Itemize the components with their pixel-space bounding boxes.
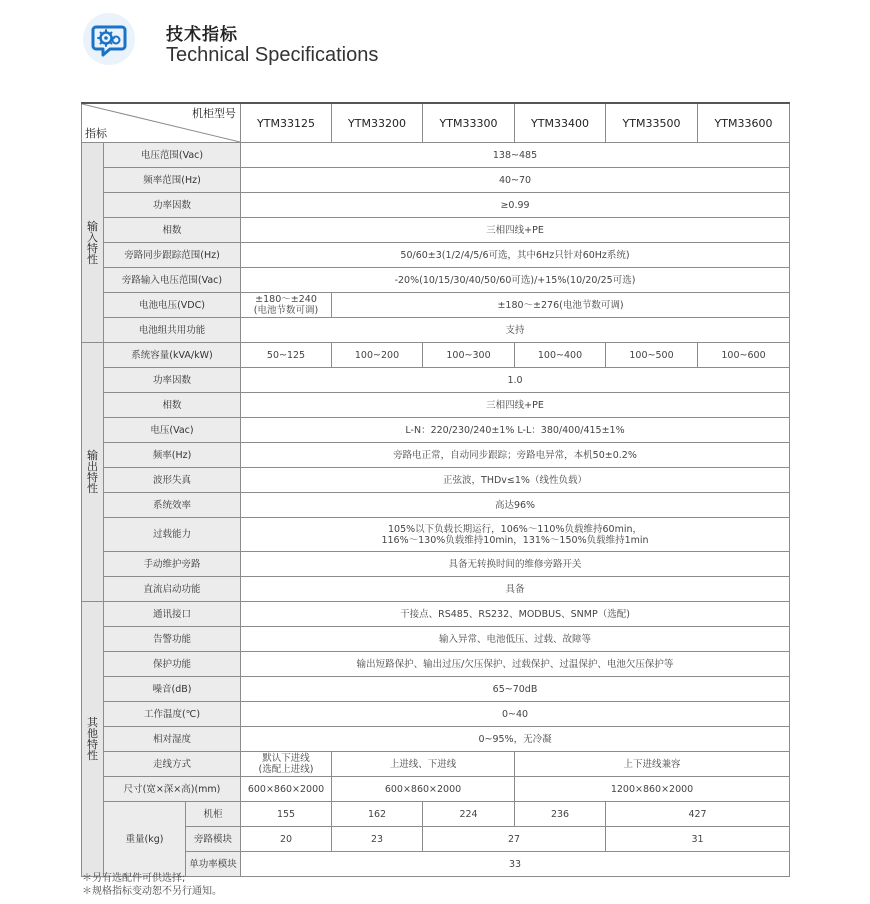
row-value: 50~125: [241, 343, 332, 368]
row-value: 20: [241, 827, 332, 852]
sub-label: 单功率模块: [186, 852, 241, 877]
spec-table: [81, 102, 790, 877]
table-row: [82, 802, 790, 827]
row-label: 相对湿度: [104, 727, 241, 752]
row-value: 138~485: [241, 143, 790, 168]
value-line: (选配上进线): [258, 764, 314, 775]
row-label: 走线方式: [104, 752, 241, 777]
row-label: 过载能力: [104, 518, 241, 552]
row-label: 波形失真: [104, 468, 241, 493]
corner-cell: [82, 103, 241, 143]
row-value: 高达96%: [241, 493, 790, 518]
corner-indicator-label: 指标: [85, 127, 107, 140]
table-row: [82, 143, 790, 168]
value-line: 116%～130%负载维持10min，131%～150%负载维持1min: [381, 534, 649, 546]
row-value: 干接点、RS485、RS232、MODBUS、SNMP（选配): [241, 602, 790, 627]
row-label: 功率因数: [104, 368, 241, 393]
row-label-weight: 重量(kg): [104, 802, 186, 877]
row-value: 0~95%，无冷凝: [241, 727, 790, 752]
table-row: [82, 243, 790, 268]
row-value: 输出短路保护、输出过压/欠压保护、过载保护、过温保护、电池欠压保护等: [241, 652, 790, 677]
table-row: [82, 602, 790, 627]
model-header: YTM33200: [332, 103, 423, 143]
table-row: [82, 218, 790, 243]
row-label: 保护功能: [104, 652, 241, 677]
table-row: [82, 702, 790, 727]
row-value: ≥0.99: [241, 193, 790, 218]
row-value: 输入异常、电池低压、过载、故障等: [241, 627, 790, 652]
row-value: -20%(10/15/30/40/50/60可选)/+15%(10/20/25可选): [241, 268, 790, 293]
row-label: 旁路输入电压范围(Vac): [104, 268, 241, 293]
row-value: 100~200: [332, 343, 423, 368]
row-value: 正弦波，THDv≤1%（线性负载）: [241, 468, 790, 493]
group-input: 输 入 特 性: [82, 143, 104, 343]
page-subtitle: Technical Specifications: [166, 44, 379, 66]
row-value: 100~400: [515, 343, 606, 368]
row-value: 具备无转换时间的维修旁路开关: [241, 552, 790, 577]
row-value: 100~500: [606, 343, 698, 368]
row-value: L-N：220/230/240±1% L-L：380/400/415±1%: [241, 418, 790, 443]
settings-chat-icon: [82, 12, 136, 66]
value-line: 默认下进线: [262, 753, 310, 764]
model-header: YTM33125: [241, 103, 332, 143]
footnote: ＊规格指标变动恕不另行通知。: [82, 886, 222, 897]
row-label: 电压范围(Vac): [104, 143, 241, 168]
row-value: 236: [515, 802, 606, 827]
table-row: [82, 393, 790, 418]
row-value: 162: [332, 802, 423, 827]
footnote: ＊另有选配件可供选择;: [82, 873, 186, 884]
row-label: 手动维护旁路: [104, 552, 241, 577]
row-value: 支持: [241, 318, 790, 343]
sub-label: 旁路模块: [186, 827, 241, 852]
row-value: 100~300: [423, 343, 515, 368]
header-row: [82, 103, 790, 143]
row-value: 600×860×2000: [332, 777, 515, 802]
row-label: 相数: [104, 393, 241, 418]
value-line: (电池节数可调): [253, 305, 319, 316]
table-row: [82, 727, 790, 752]
table-row: [82, 677, 790, 702]
row-value: 27: [423, 827, 606, 852]
model-header: YTM33500: [606, 103, 698, 143]
table-row: [82, 468, 790, 493]
row-value: 1.0: [241, 368, 790, 393]
row-value: 224: [423, 802, 515, 827]
row-label: 直流启动功能: [104, 577, 241, 602]
table-row: [82, 827, 790, 852]
table-row: [82, 493, 790, 518]
row-value: 上下进线兼容: [515, 752, 790, 777]
row-value: ±180～±276(电池节数可调): [332, 293, 790, 318]
row-value: 600×860×2000: [241, 777, 332, 802]
table-row: [82, 552, 790, 577]
row-label: 旁路同步跟踪范围(Hz): [104, 243, 241, 268]
model-header: YTM33600: [698, 103, 790, 143]
row-value: 33: [241, 852, 790, 877]
row-value: 三相四线+PE: [241, 393, 790, 418]
page-title: 技术指标: [166, 25, 238, 45]
row-value: 上进线、下进线: [332, 752, 515, 777]
table-row: [82, 752, 790, 777]
row-label: 相数: [104, 218, 241, 243]
table-row: [82, 193, 790, 218]
row-value: 65~70dB: [241, 677, 790, 702]
table-row: [82, 652, 790, 677]
row-label: 告警功能: [104, 627, 241, 652]
row-value: 1200×860×2000: [515, 777, 790, 802]
row-label: 系统效率: [104, 493, 241, 518]
row-label: 系统容量(kVA/kW): [104, 343, 241, 368]
row-value: 旁路电正常，自动同步跟踪；旁路电异常，本机50±0.2%: [241, 443, 790, 468]
value-line: 105%以下负载长期运行，106%～110%负载维持60min，: [388, 523, 642, 535]
row-label: 电池电压(VDC): [104, 293, 241, 318]
row-value: 40~70: [241, 168, 790, 193]
row-label: 电池组共用功能: [104, 318, 241, 343]
row-label: 频率范围(Hz): [104, 168, 241, 193]
row-label: 工作温度(℃): [104, 702, 241, 727]
table-row: [82, 168, 790, 193]
row-value: 50/60±3(1/2/4/5/6可选，其中6Hz只针对60Hz系统): [241, 243, 790, 268]
row-label: 通讯接口: [104, 602, 241, 627]
table-row: [82, 777, 790, 802]
model-header: YTM33400: [515, 103, 606, 143]
row-value: [241, 293, 332, 318]
row-label: 功率因数: [104, 193, 241, 218]
row-value: [241, 752, 332, 777]
model-header: YTM33300: [423, 103, 515, 143]
table-row: [82, 627, 790, 652]
sub-label: 机柜: [186, 802, 241, 827]
table-row: [82, 318, 790, 343]
row-value: 100~600: [698, 343, 790, 368]
value-line: ±180～±240: [255, 294, 317, 305]
group-other: 其 他 特 性: [82, 602, 104, 877]
row-value: 155: [241, 802, 332, 827]
table-row: [82, 418, 790, 443]
table-row: [82, 268, 790, 293]
row-value: 具备: [241, 577, 790, 602]
footnotes: [82, 872, 222, 898]
table-row: [82, 443, 790, 468]
row-label: 频率(Hz): [104, 443, 241, 468]
corner-model-label: 机柜型号: [192, 107, 237, 120]
table-row: [82, 577, 790, 602]
table-row: [82, 368, 790, 393]
table-row: [82, 293, 790, 318]
row-label: 噪音(dB): [104, 677, 241, 702]
row-value: 31: [606, 827, 790, 852]
row-label: 尺寸(宽×深×高)(mm): [104, 777, 241, 802]
row-value: [241, 518, 790, 552]
row-value: 0~40: [241, 702, 790, 727]
table-row: [82, 343, 790, 368]
row-value: 427: [606, 802, 790, 827]
group-output: 输 出 特 性: [82, 343, 104, 602]
row-label: 电压(Vac): [104, 418, 241, 443]
row-value: 23: [332, 827, 423, 852]
table-row: [82, 518, 790, 552]
row-value: 三相四线+PE: [241, 218, 790, 243]
